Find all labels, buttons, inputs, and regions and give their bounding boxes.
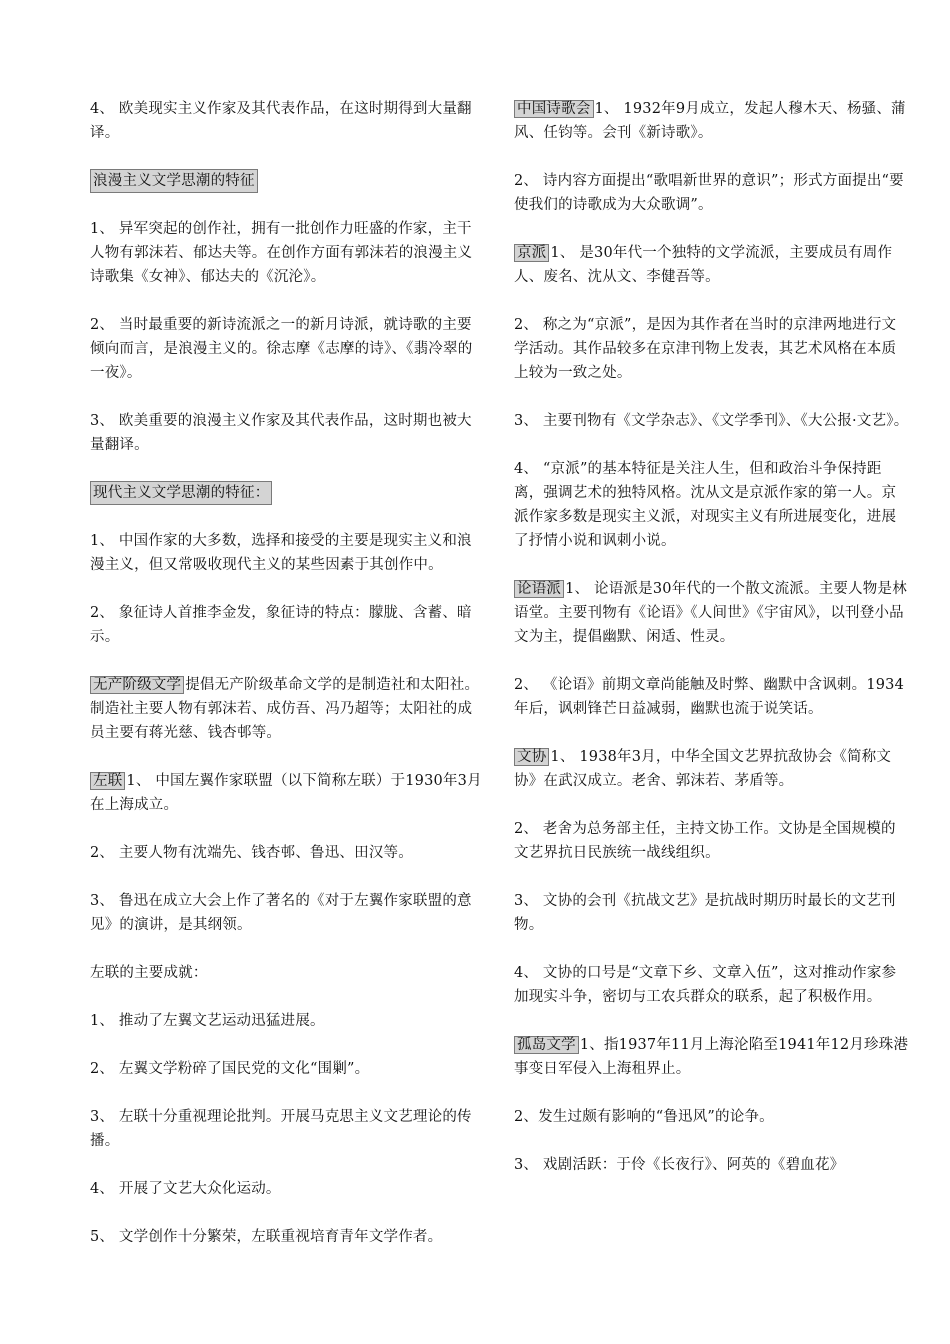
list-item: 2、 左翼文学粉碎了国民党的文化“围剿”。	[90, 1061, 370, 1077]
paragraph: 2、 主要人物有沈端先、钱杏邨、鲁迅、田汉等。	[90, 845, 413, 861]
section-heading-modern	[90, 481, 485, 505]
paragraph-text: 1、指1937年11月上海沦陷至1941年12月珍珠港事变日军侵入上海租界止。	[514, 1037, 909, 1077]
paragraph-text: 提倡无产阶级革命文学的是制造社和太阳社。制造社主要人物有郭沫若、成仿吾、冯乃超等；太阳社的成员主要有蒋光慈、钱杏邨等。	[90, 677, 480, 741]
paragraph: 3、 鲁迅在成立大会上作了著名的《对于左翼作家联盟的意见》的演讲，是其纲领。	[90, 893, 472, 933]
term-tag: 文协	[514, 748, 549, 766]
paragraph-gudao	[514, 1033, 910, 1081]
paragraph: 4、 “京派”的基本特征是关注人生，但和政治斗争保持距离，强调艺术的独特风格。沈从文是京派作家的第一人。京派作家多数是现实主义派，对现实主义有所进展变化，进展了抒情小说和讽刺小说。	[514, 461, 897, 549]
list-item: 3、 左联十分重视理论批判。开展马克思主义文艺理论的传播。	[90, 1109, 472, 1149]
term-tag: 孤岛文学	[514, 1036, 579, 1054]
paragraph-text: 1、 中国左翼作家联盟（以下简称左联）于1930年3月在上海成立。	[90, 773, 482, 813]
term-tag: 论语派	[514, 580, 564, 598]
list-item: 4、 开展了文艺大众化运动。	[90, 1181, 281, 1197]
heading-label: 现代主义文学思潮的特征：	[90, 481, 272, 505]
paragraph-text: 1、 1938年3月，中华全国文艺界抗敌协会《简称文协》在武汉成立。老舍、郭沫若、茅盾等。	[514, 749, 892, 789]
paragraph: 2、 当时最重要的新诗流派之一的新月诗派，就诗歌的主要倾向而言，是浪漫主义的。徐志摩《志摩的诗》、《翡冷翠的一夜》。	[90, 317, 473, 381]
paragraph-poetry	[514, 97, 910, 145]
list-item: 1、 推动了左翼文艺运动迅猛进展。	[90, 1013, 325, 1029]
section-heading-romantic	[90, 169, 485, 193]
paragraph: 2、 老舍为总务部主任，主持文协工作。文协是全国规模的文艺界抗日民族统一战线组织。	[514, 821, 896, 861]
paragraph: 2、 《论语》前期文章尚能触及时弊、幽默中含讽刺。1934年后，讽刺锋芒日益减弱，幽默也流于说笑话。	[514, 677, 905, 717]
paragraph: 1、 中国作家的大多数，选择和接受的主要是现实主义和浪漫主义，但又常吸收现代主义的某些因素于其创作中。	[90, 533, 472, 573]
heading-label: 浪漫主义文学思潮的特征	[90, 169, 258, 193]
paragraph: 4、 文协的口号是“文章下乡、文章入伍”，这对推动作家参加现实斗争，密切与工农兵群众的联系，起了积极作用。	[514, 965, 897, 1005]
paragraph: 3、 戏剧活跃：于伶《长夜行》、阿英的《碧血花》	[514, 1157, 845, 1173]
right-column	[514, 97, 910, 1201]
paragraph: 2、发生过颇有影响的“鲁迅风”的论争。	[514, 1109, 774, 1125]
left-column	[90, 97, 485, 1273]
achievements-title: 左联的主要成就：	[90, 965, 208, 981]
paragraph: 2、 诗内容方面提出“歌唱新世界的意识”；形式方面提出“要使我们的诗歌成为大众歌调”。	[514, 173, 904, 213]
paragraph-proletarian	[90, 673, 485, 745]
list-item: 5、 文学创作十分繁荣，左联重视培育青年文学作者。	[90, 1229, 443, 1245]
paragraph: 3、 主要刊物有《文学杂志》、《文学季刊》、《大公报·文艺》。	[514, 413, 909, 429]
term-tag: 无产阶级文学	[90, 676, 184, 694]
paragraph-lunyu	[514, 577, 910, 649]
paragraph-text: 1、 1932年9月成立，发起人穆木天、杨骚、蒲风、任钧等。会刊《新诗歌》。	[514, 101, 906, 141]
paragraph: 3、 欧美重要的浪漫主义作家及其代表作品，这时期也被大量翻译。	[90, 413, 472, 453]
paragraph: 2、 称之为“京派”，是因为其作者在当时的京津两地进行文学活动。其作品较多在京津刊物上发表，其艺术风格在本质上较为一致之处。	[514, 317, 897, 381]
term-tag: 左联	[90, 772, 125, 790]
term-tag: 中国诗歌会	[514, 100, 594, 118]
paragraph: 4、 欧美现实主义作家及其代表作品，在这时期得到大量翻译。	[90, 101, 472, 141]
paragraph-text: 1、 论语派是30年代的一个散文流派。主要人物是林语堂。主要刊物有《论语》《人间世》《宇宙风》，以刊登小品文为主，提倡幽默、闲适、性灵。	[514, 581, 907, 645]
paragraph-wenxie	[514, 745, 910, 793]
paragraph-text: 1、 是30年代一个独特的文学流派，主要成员有周作人、废名、沈从文、李健吾等。	[514, 245, 893, 285]
paragraph: 1、 异军突起的创作社，拥有一批创作力旺盛的作家，主干人物有郭沫若、郁达夫等。在创作方面有郭沫若的浪漫主义诗歌集《女神》、郁达夫的《沉沦》。	[90, 221, 473, 285]
paragraph: 3、 文协的会刊《抗战文艺》是抗战时期历时最长的文艺刊物。	[514, 893, 896, 933]
term-tag: 京派	[514, 244, 549, 262]
paragraph: 2、 象征诗人首推李金发，象征诗的特点：朦胧、含蓄、暗示。	[90, 605, 472, 645]
paragraph-jingpai	[514, 241, 910, 289]
paragraph-zuolian	[90, 769, 485, 817]
